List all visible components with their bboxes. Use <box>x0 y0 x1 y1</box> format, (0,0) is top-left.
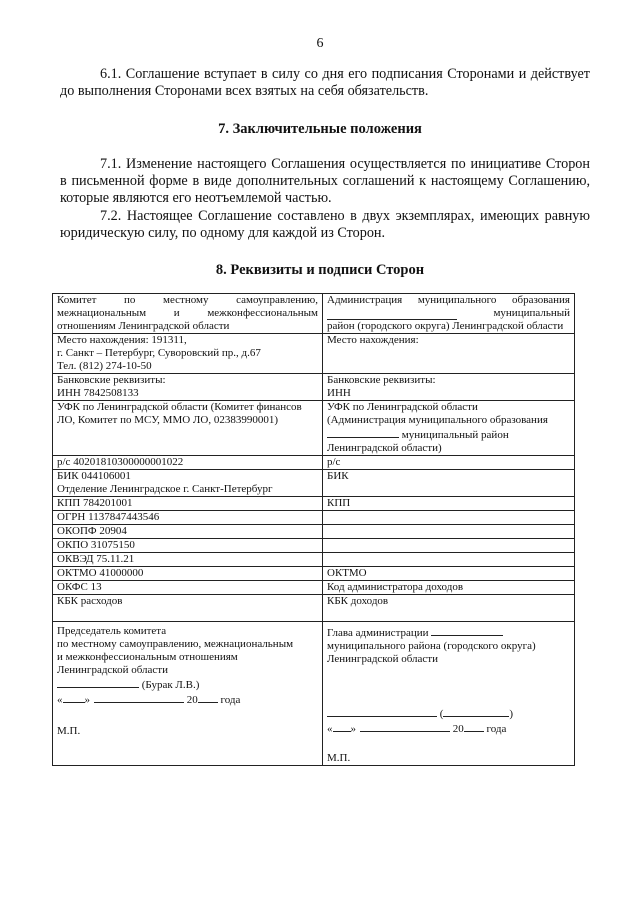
okpo-cell: ОКПО 31075150 <box>53 539 323 553</box>
ogrn-cell: ОГРН 1137847443546 <box>53 511 323 525</box>
name-blank <box>431 625 503 636</box>
administration-name-cell <box>323 294 575 334</box>
signature-line <box>57 677 318 692</box>
okved-cell: ОКВЭД 75.11.21 <box>53 553 323 567</box>
table-row <box>53 622 575 766</box>
committee-bank-cell <box>53 374 323 401</box>
bank-branch: Отделение Ленинградское г. Санкт-Петербург <box>57 483 273 495</box>
table-row <box>53 374 575 401</box>
administration-name-line1: Администрация муниципального образования <box>327 294 570 306</box>
bank-label: Банковские реквизиты: <box>57 374 166 386</box>
open-paren: ( <box>439 708 444 720</box>
phone-line: Тел. (812) 274-10-50 <box>57 360 152 372</box>
page-number: 6 <box>316 36 324 51</box>
ufk-value: УФК по Ленинградской области (Комитет финансов ЛО, Комитет по МСУ, ММО ЛО, 02383990001) <box>57 401 302 426</box>
administration-bank-cell <box>323 374 575 401</box>
empty-cell <box>323 553 575 567</box>
empty-cell <box>323 539 575 553</box>
year-prefix: 20 <box>452 723 464 735</box>
committee-name: Комитет по местному самоуправлению, межнациональным и межконфессиональным отношениям Ленинградской области <box>57 294 318 332</box>
section-8-heading: 8. Реквизиты и подписи Сторон <box>215 262 425 278</box>
signatory-title: муниципального района (городского округа) <box>327 640 536 652</box>
signature-line <box>327 706 570 721</box>
blank-line <box>327 309 457 320</box>
table-row <box>53 567 575 581</box>
administration-name-line3: район (городского округа) Ленинградской области <box>327 320 564 332</box>
committee-address-cell <box>53 334 323 374</box>
table-row <box>53 497 575 511</box>
account-cell: р/с 40201810300000001022 <box>53 456 323 470</box>
okopf-cell: ОКОПФ 20904 <box>53 525 323 539</box>
close-paren: ) <box>509 708 514 720</box>
administration-name-line2 <box>327 307 570 320</box>
oktmo-cell: ОКТМО 41000000 <box>53 567 323 581</box>
paragraph-7-2: 7.2. Настоящее Соглашение составлено в двух экземплярах, имеющих равную юридическую силу, по одному для каждой из Сторон. <box>60 208 590 241</box>
bik-value: БИК 044106001 <box>57 470 131 482</box>
year-prefix: 20 <box>186 694 198 706</box>
table-row <box>53 581 575 595</box>
day-blank <box>63 692 85 703</box>
bank-label: Банковские реквизиты: <box>327 374 436 386</box>
empty-cell <box>323 525 575 539</box>
administration-signature-cell <box>323 622 575 766</box>
kbk-expenses-cell: КБК расходов <box>53 595 323 622</box>
kpp-cell: КПП <box>323 497 575 511</box>
signature-blank <box>57 677 139 688</box>
administration-ufk-cell <box>323 401 575 456</box>
table-row <box>53 553 575 567</box>
address-line: Место нахождения: 191311, <box>57 334 187 346</box>
account-cell: р/с <box>323 456 575 470</box>
year-blank <box>198 692 218 703</box>
ufk-line-municipal <box>327 427 570 442</box>
inn-label: ИНН <box>327 387 351 399</box>
blank-line <box>327 427 399 438</box>
ufk-line: Ленинградской области) <box>327 442 442 454</box>
signatory-title <box>327 625 570 640</box>
oktmo-cell: ОКТМО <box>323 567 575 581</box>
bik-cell: БИК <box>323 470 575 497</box>
ufk-municipal-label: муниципальный район <box>401 429 509 441</box>
month-blank <box>94 692 184 703</box>
kbk-revenue-cell: КБК доходов <box>323 595 575 622</box>
signatory-title: Ленинградской области <box>327 653 438 665</box>
date-line: « » 20 года <box>327 723 507 735</box>
table-row <box>53 401 575 456</box>
year-suffix: года <box>220 694 241 706</box>
paragraph-6-1: 6.1. Соглашение вступает в силу со дня его подписания Сторонами и действует до выполнения Сторонами всех взятых на себя обязательств. <box>60 66 590 99</box>
okfs-cell: ОКФС 13 <box>53 581 323 595</box>
administration-address-cell <box>323 334 575 374</box>
committee-name-cell <box>53 294 323 334</box>
head-title: Глава администрации <box>327 627 429 639</box>
address-label: Место нахождения: <box>327 334 419 346</box>
signatory-title: и межконфессиональным отношениям <box>57 651 238 663</box>
month-blank <box>360 721 450 732</box>
requisites-table <box>52 293 575 766</box>
committee-ufk-cell <box>53 401 323 456</box>
signatory-name: (Бурак Л.В.) <box>141 679 200 691</box>
address-line: г. Санкт – Петербург, Суворовский пр., д.67 <box>57 347 261 359</box>
year-suffix: года <box>486 723 507 735</box>
ufk-line: (Администрация муниципального образования <box>327 414 548 426</box>
administration-name-municipal: муниципальный <box>493 307 570 319</box>
signature-blank <box>327 706 437 717</box>
signatory-title: по местному самоуправлению, межнациональным <box>57 638 294 650</box>
inn-value: ИНН 7842508133 <box>57 387 139 399</box>
kpp-cell: КПП 784201001 <box>53 497 323 511</box>
ufk-line: УФК по Ленинградской области <box>327 401 478 413</box>
stamp-label: М.П. <box>327 752 351 764</box>
day-blank <box>333 721 351 732</box>
table-row <box>53 334 575 374</box>
year-blank <box>464 721 484 732</box>
table-row <box>53 511 575 525</box>
signatory-title: Ленинградской области <box>57 664 168 676</box>
empty-cell <box>323 511 575 525</box>
table-row <box>53 525 575 539</box>
table-row <box>53 470 575 497</box>
section-7-heading: 7. Заключительные положения <box>218 121 422 137</box>
date-line: « » 20 года <box>57 694 241 706</box>
name-blank <box>443 706 509 717</box>
table-row <box>53 539 575 553</box>
bik-cell <box>53 470 323 497</box>
table-row <box>53 294 575 334</box>
signatory-title: Председатель комитета <box>57 625 167 637</box>
table-row <box>53 595 575 622</box>
committee-signature-cell <box>53 622 323 766</box>
paragraph-7-1: 7.1. Изменение настоящего Соглашения осуществляется по инициативе Сторон в письменной форме в виде дополнительных соглашений к настоящему Соглашению, которые являются его неотъемлемой частью. <box>60 156 590 206</box>
revenue-admin-code-cell: Код администратора доходов <box>323 581 575 595</box>
table-row <box>53 456 575 470</box>
stamp-label: М.П. <box>57 725 81 737</box>
